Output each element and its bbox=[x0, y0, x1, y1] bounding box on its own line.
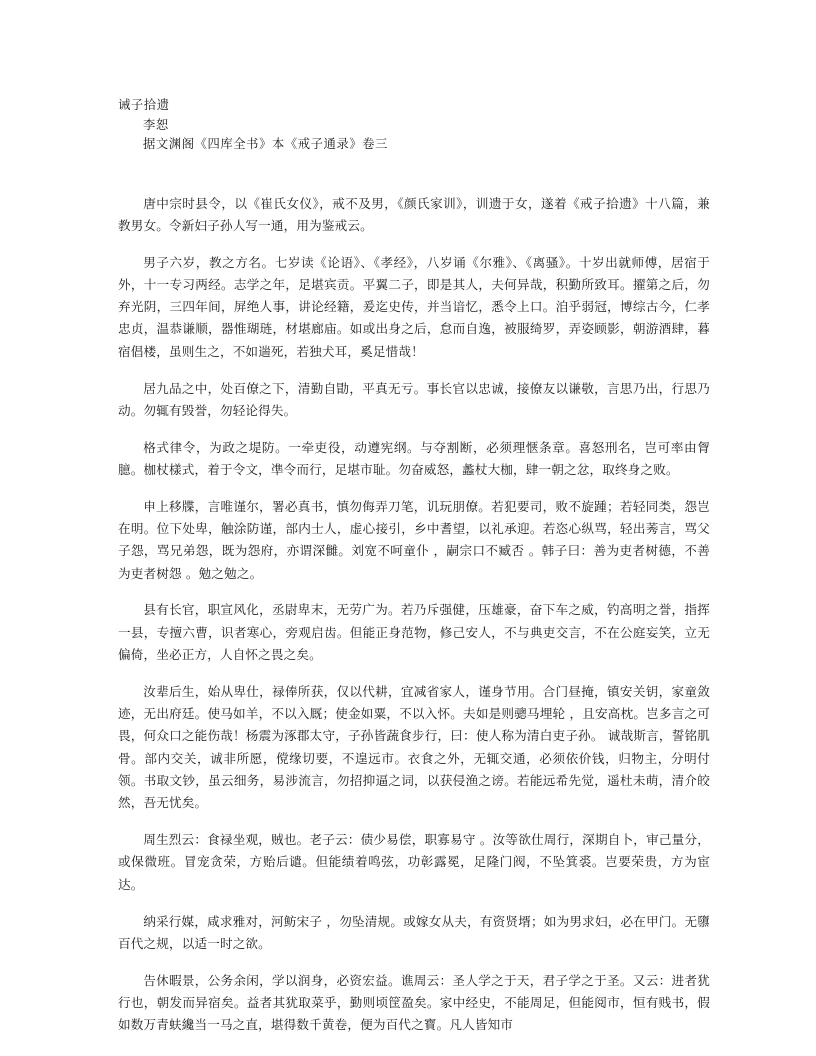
body-paragraph: 县有长官，职宣风化，丞尉卑末，无劳广为。若乃斥强健，压雄豪，奋下车之威，钓高明之誉，指挥一县，专擅六曹，识者寒心，旁观启齿。但能正身范物，修己安人，不与典吏交言，不在公庭妄笑，立无偏倚，坐必正方，人自怀之畏之矣。 bbox=[118, 602, 710, 663]
body-paragraph: 纳采行媒，咸求雅对，河鲂宋子 ，勿坠清规。或嫁女从夫，有资贤壻；如为男求妇，必在甲门。无隳百代之规，以适一时之欲。 bbox=[118, 913, 710, 951]
body-paragraph: 汝辈后生，始从卑仕，禄俸所获，仅以代耕，宜减省家人，谨身节用。合门昼掩，镇安关钥，家童敛迹，无出府廷。使马如羊，不以入厩；使金如粟，不以入怀。夫如是则骢马埋轮 ，且安高枕。岂多言之可畏，何众口之能伤哉！杨震为涿郡太守，子孙皆蔬食步行，曰：使人称为清白吏子孙。 诚哉斯言，誓铭肌骨。部内交关，诚非所愿，傥缘切要，不遑远市。衣食之外，无辄交通，必须依价钱，归物主，分明付领。书取文钞，虽云细务，易涉流言，勿招抑逼之词，以获侵渔之谤。若能远希先觉，遥杜未萌，清介皎然，吾无忧矣。 bbox=[118, 683, 710, 811]
body-paragraph: 告休暇景，公务余闲，学以润身，必资宏益。谯周云：圣人学之于天，君子学之于圣。又云：进者犹行也，朝发而异宿矣。益者其犹取菜乎，勤则顷筐盈矣。家中经史，不能周足，但能阅市，恒有贱书，假如数万青蚨纔当一马之直，堪得数千黄卷，便为百代之寳。凡人皆知市 bbox=[118, 972, 710, 1033]
document-source-note: 据文渊阁《四库全书》本《戒子通录》卷三 bbox=[143, 137, 389, 151]
body-paragraph: 申上移牒，言唯谨尔，署必真书，慎勿侮弄刀笔，讥玩朋僚。若犯要司，败不旋踵；若轻同类，怨岂在明。位下处卑，触涂防谨，部内士人，虚心接引，乡中耆望，以礼承迎。若恣心纵骂，轻出莠言，骂父子怨，骂兄弟怨，既为怨府，亦谓深雠。刘宽不呵童仆 ，嗣宗口不臧否 。韩子曰：善为吏者树德，不善为吏者树怨 。勉之勉之。 bbox=[118, 498, 710, 581]
body-paragraph: 格式律令，为政之堤防。一牵吏役，动遵宪纲。与夺割断，必须理惬条章。喜怒刑名，岂可率由胷臆。枷杖樣式，着于令文，凖令而行，足堪市耻。勿奋威怒，蠡杖大枷，肆一朝之忿，取终身之败。 bbox=[118, 439, 710, 477]
body-paragraph: 唐中宗时县令，以《崔氏女仪》，戒不及男，《颜氏家训》，训遗于女，遂着《戒子拾遗》十八篇，兼教男女。令新妇子孙人写一通，用为鉴戒云。 bbox=[118, 195, 710, 233]
document-masthead bbox=[118, 96, 710, 155]
document-body bbox=[118, 193, 710, 1037]
document-author: 李恕 bbox=[143, 117, 169, 132]
body-paragraph: 男子六岁，教之方名。七岁读《论语》、《孝经》，八岁诵《尔雅》、《离骚》。十岁出就师傅，居宿于外，十一专习两经。志学之年，足堪宾贡。平翼二子，即是其人，夫何异哉，积勤所致耳。擢第之后，勿弃光阴，三四年间，屏绝人事，讲论经籍，爰迄史传，并当谙忆，悉令上口。洎乎弱冠，博综古今，仁孝忠贞，温恭谦顺，器惟瑚琏，材堪廊庙。如或出身之后，怠而自逸，被服绮罗，弄姿顾影，朝游酒肆，暮宿倡楼，虽则生之，不如遄死，若独犬耳，奚足惜哉！ bbox=[118, 254, 710, 359]
body-paragraph: 居九品之中，处百僚之下，清勤自勖，平真无亏。事长官以忠诚，接僚友以谦敬，言思乃出，行思乃动。勿辄有毁誉，勿轻论得失。 bbox=[118, 380, 710, 418]
body-paragraph: 周生烈云：食禄坐观，贼也。老子云：债少易偿，职寡易守 。汝等欲仕周行，深期自卜，审己量分，或保微班。冒宠贪荣，方贻后谴。但能绩着鸣弦，功彰露冕，足隆门阀，不坠箕裘。岂要荣贵，方为宦达。 bbox=[118, 832, 710, 892]
document-title: 诫子拾遗 bbox=[118, 98, 170, 112]
